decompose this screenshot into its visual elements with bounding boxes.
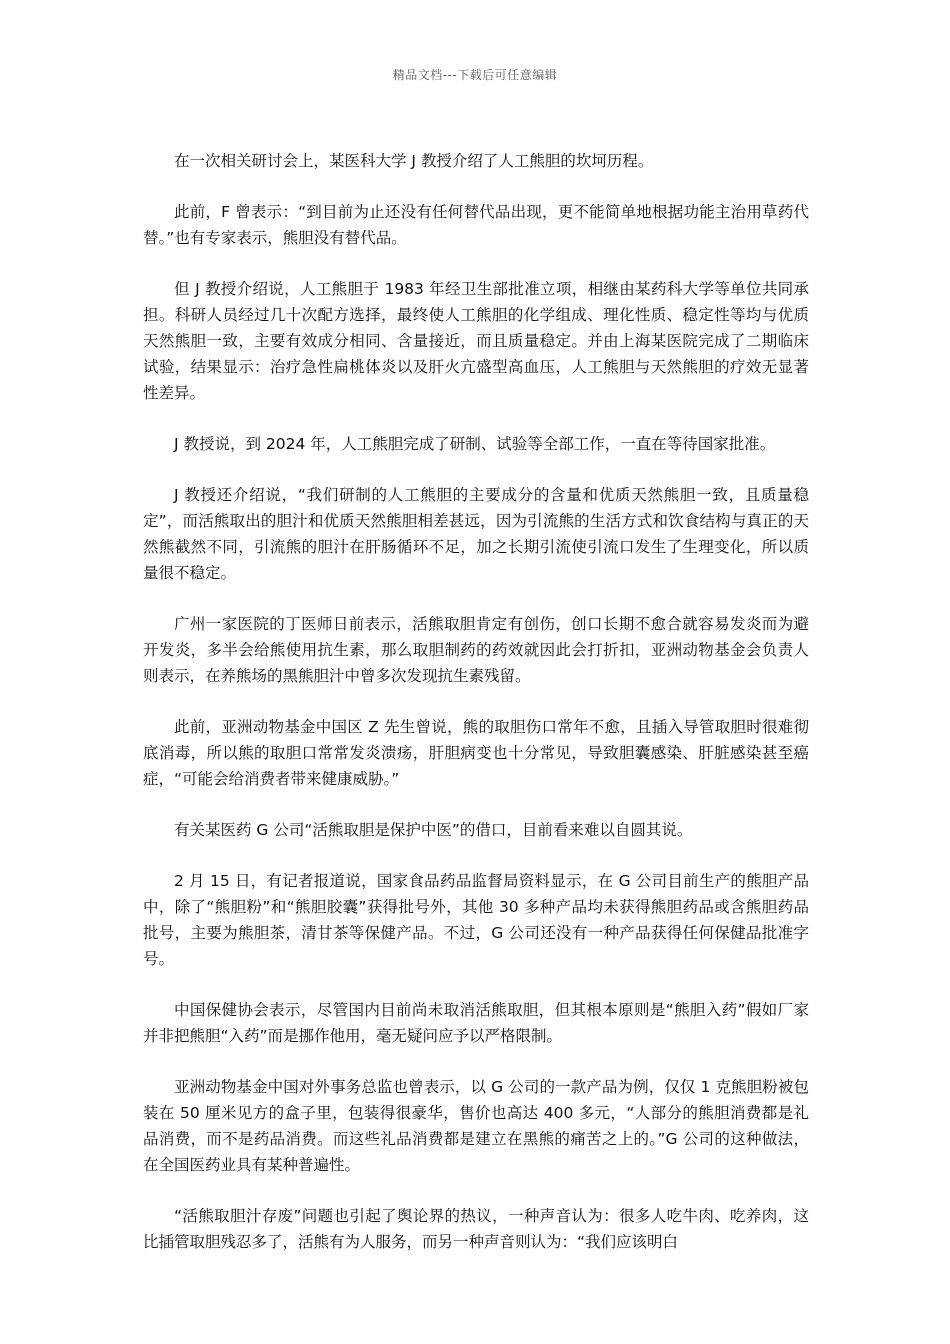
paragraph-12: “活熊取胆汁存废”问题也引起了舆论界的热议，一种声音认为：很多人吃牛肉、吃养肉，这比插管取胆残忍多了，活熊有为人服务，而另一种声音则认为：“我们应该明白	[143, 1207, 809, 1251]
page-header: 精品文档---下载后可任意编辑	[392, 68, 558, 82]
paragraph-1: 在一次相关研讨会上，某医科大学 J 教授介绍了人工熊胆的坎坷历程。	[174, 152, 654, 170]
paragraph-7: 此前，亚洲动物基金中国区 Z 先生曾说，熊的取胆伤口常年不愈，且插入导管取胆时很难彻底消毒，所以熊的取胆口常常发炎溃疡，肝胆病变也十分常见，导致胆囊感染、肝脏感染甚至癌症，“可能会给消费者带来健康威胁。”	[143, 718, 809, 788]
document-body	[143, 148, 809, 1280]
paragraph-2: 此前，F 曾表示：“到目前为止还没有任何替代品出现，更不能简单地根据功能主治用草药代替。”也有专家表示，熊胆没有替代品。	[143, 203, 809, 247]
paragraph-8: 有关某医药 G 公司“活熊取胆是保护中医”的借口，目前看来难以自圆其说。	[174, 821, 693, 839]
paragraph-4: J 教授说，到 2024 年，人工熊胆完成了研制、试验等全部工作，一直在等待国家批准。	[174, 435, 776, 453]
paragraph-5: J 教授还介绍说，“我们研制的人工熊胆的主要成分的含量和优质天然熊胆一致，且质量稳定”，而活熊取出的胆汁和优质天然熊胆相差甚远，因为引流熊的生活方式和饮食结构与真正的天然熊截然不同，引流熊的胆汁在肝肠循环不足，加之长期引流使引流口发生了生理变化，所以质量很不稳定。	[143, 486, 809, 582]
paragraph-6: 广州一家医院的丁医师日前表示，活熊取胆肯定有创伤，创口长期不愈合就容易发炎而为避开发炎，多半会给熊使用抗生素，那么取胆制药的药效就因此会打折扣，亚洲动物基金会负责人则表示，在养熊场的黑熊胆汁中曾多次发现抗生素残留。	[143, 615, 809, 685]
paragraph-9: 2 月 15 日，有记者报道说，国家食品药品监督局资料显示，在 G 公司目前生产的熊胆产品中，除了“熊胆粉”和“熊胆胶囊”获得批号外，其他 30 多种产品均未获得熊胆药品或含熊胆药品批号，主要为熊胆茶，清甘茶等保健产品。不过，G 公司还没有一种产品获得任何保健品批准字号。	[143, 872, 809, 968]
paragraph-11: 亚洲动物基金中国对外事务总监也曾表示，以 G 公司的一款产品为例，仅仅 1 克熊胆粉被包装在 50 厘米见方的盒子里，包装得很豪华，售价也高达 400 多元，“人部分的熊胆消费都是礼品消费，而不是药品消费。而这些礼品消费都是建立在黑熊的痛苦之上的。”G 公司的这种做法，在全国医药业具有某种普遍性。	[143, 1078, 809, 1174]
paragraph-3: 但 J 教授介绍说，人工熊胆于 1983 年经卫生部批准立项，相继由某药科大学等单位共同承担。科研人员经过几十次配方选择，最终使人工熊胆的化学组成、理化性质、稳定性等均与优质天然熊胆一致，主要有效成分相同、含量接近，而且质量稳定。并由上海某医院完成了二期临床试验，结果显示：治疗急性扁桃体炎以及肝火亢盛型高血压，人工熊胆与天然熊胆的疗效无显著性差异。	[143, 280, 809, 402]
paragraph-10: 中国保健协会表示，尽管国内目前尚未取消活熊取胆，但其根本原则是“熊胆入药”假如厂家并非把熊胆“入药”而是挪作他用，毫无疑问应予以严格限制。	[143, 1001, 809, 1045]
